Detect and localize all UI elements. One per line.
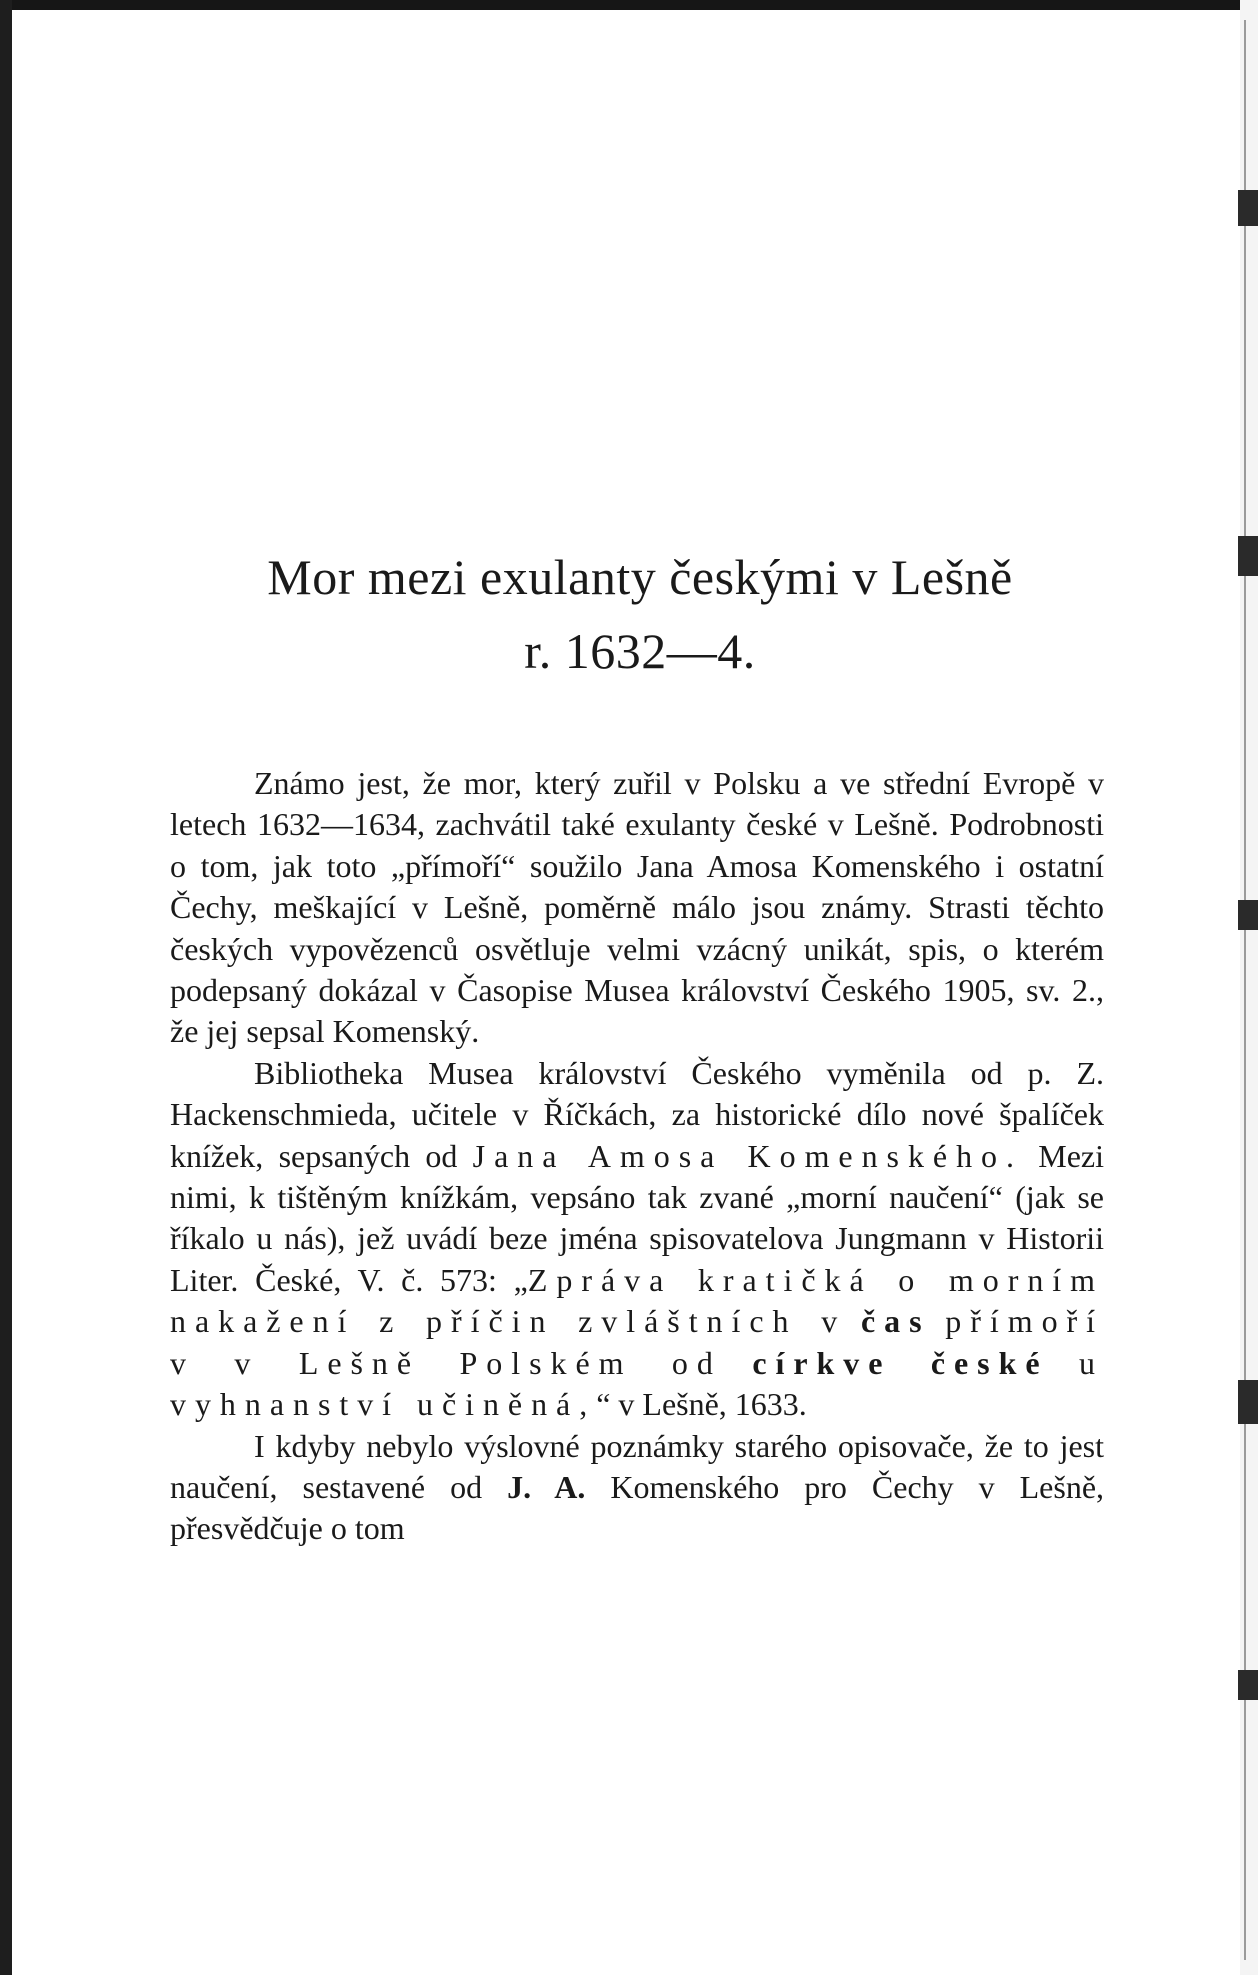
paragraph-3-text-a: I kdyby nebylo výslovné poznámky starého opisovače, že to jest naučení, sestavené od xyxy=(170,1427,1104,1505)
paragraph-3 xyxy=(170,1426,1104,1550)
paragraph-2 xyxy=(170,1053,1104,1426)
title-line-2: r. 1632—4. xyxy=(524,623,756,679)
author-name: Jana Amosa Komenského. xyxy=(472,1137,1023,1174)
quoted-title-e: u vyhnanství učiněná, xyxy=(170,1344,1104,1423)
paragraph-1-text: Známo jest, že mor, který zuřil v Polsku a ve střední Evropě v letech 1632—1634, zachvátil také exulanty české v Lešně. Podrobnosti o tom, jak toto „přímoří“ soužilo Jana Amosa Komenského i ostatní Čechy, meškající v Lešně, poměrně málo jsou známy. Strasti těchto českých vypovězenců osvětluje velmi vzácný unikát, spis, o kterém podepsaný dokázal v Časopise Musea království Českého 1905, sv. 2., že jej sepsal Komenský. xyxy=(170,765,1104,1050)
article-body xyxy=(170,763,1104,1550)
quoted-title-b: čas xyxy=(860,1303,931,1340)
scan-edge-mark xyxy=(1238,1670,1258,1700)
quoted-title-d: církve české xyxy=(752,1344,1049,1381)
author-initials: J. A. xyxy=(507,1468,586,1505)
paragraph-2-part-2: Mezi nimi, k tištěným knížkám, vepsáno tak zvané „morní naučení“ (jak se říkalo u nás), jež uvádí beze jména spisovatelova Jungmann v Historii Liter. České, V. č. 573: „ xyxy=(170,1137,1105,1298)
scan-top-border xyxy=(0,0,1258,10)
paragraph-3-text-b: Komenského pro Čechy v Lešně, přesvědčuje o tom xyxy=(170,1468,1105,1547)
scan-right-edge-line xyxy=(1244,20,1246,1960)
quoted-title-a: Zpráva kratičká o morním nakažení z příčin zvláštních v xyxy=(170,1261,1104,1340)
page-title xyxy=(160,540,1120,688)
scan-edge-mark xyxy=(1238,536,1258,576)
title-line-1: Mor mezi exulanty českými v Lešně xyxy=(267,549,1013,605)
paragraph-2-part-3: “ v Lešně, 1633. xyxy=(596,1386,807,1423)
scan-left-border xyxy=(0,0,12,1975)
paragraph-2-part-1: Bibliotheka Musea království Českého vyměnila od p. Z. Hackenschmieda, učitele v Říčkách, za historické dílo nové špalíček knížek, sepsaných od xyxy=(170,1054,1104,1174)
scan-edge-mark xyxy=(1238,900,1258,930)
scan-edge-mark xyxy=(1238,190,1258,226)
scan-edge-mark xyxy=(1238,1380,1258,1424)
quoted-title-c: přímoří v v Lešně Polském od xyxy=(170,1303,1105,1381)
paragraph-1 xyxy=(170,763,1104,1053)
